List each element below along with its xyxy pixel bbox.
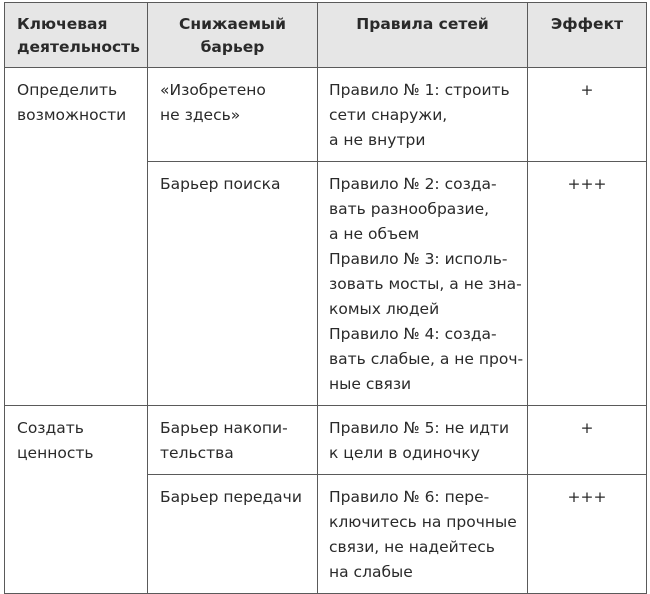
cell-text: вать разнообразие,: [329, 200, 490, 218]
cell-text: сети снаружи,: [329, 106, 448, 124]
effect-cell: [528, 162, 647, 406]
cell-text: +++: [567, 488, 607, 506]
cell-text: ценность: [17, 444, 94, 462]
rules-cell: [318, 68, 528, 162]
cell-text: Правило № 5: не идти: [329, 419, 510, 437]
cell-text: тельства: [160, 444, 234, 462]
cell-text: комых людей: [329, 300, 440, 318]
cell-text: на слабые: [329, 563, 413, 581]
cell-text: а не внутри: [329, 131, 426, 149]
header-text: Эффект: [550, 15, 624, 33]
header-key-activity: [5, 3, 148, 68]
cell-text: Правило № 4: созда-: [329, 325, 497, 343]
header-text: барьер: [200, 38, 265, 56]
cell-text: Барьер передачи: [160, 488, 302, 506]
network-rules-table: [4, 2, 647, 594]
cell-text: Правило № 2: созда-: [329, 175, 497, 193]
effect-cell: [528, 406, 647, 475]
cell-text: Определить: [17, 81, 118, 99]
barrier-cell: [148, 406, 318, 475]
cell-text: «Изобретено: [160, 81, 266, 99]
rules-cell: [318, 406, 528, 475]
header-barrier: [148, 3, 318, 68]
header-effect: [528, 3, 647, 68]
table-row: [5, 406, 647, 475]
cell-text: вать слабые, а не проч-: [329, 350, 524, 368]
cell-text: Создать: [17, 419, 84, 437]
cell-text: Правило № 3: исполь-: [329, 250, 508, 268]
cell-text: +: [580, 419, 594, 437]
header-text: Ключевая: [17, 15, 108, 33]
table-header-row: [5, 3, 647, 68]
cell-text: не здесь»: [160, 106, 241, 124]
barrier-cell: [148, 162, 318, 406]
effect-cell: [528, 475, 647, 594]
cell-text: +++: [567, 175, 607, 193]
barrier-cell: [148, 68, 318, 162]
header-text: деятельность: [17, 38, 140, 56]
cell-text: а не объем: [329, 225, 420, 243]
cell-text: Правило № 6: пере-: [329, 488, 490, 506]
effect-cell: [528, 68, 647, 162]
header-text: Правила сетей: [356, 15, 489, 33]
cell-text: Барьер накопи-: [160, 419, 288, 437]
barrier-cell: [148, 475, 318, 594]
cell-text: Барьер поиска: [160, 175, 281, 193]
cell-text: зовать мосты, а не зна-: [329, 275, 522, 293]
cell-text: к цели в одиночку: [329, 444, 480, 462]
header-network-rules: [318, 3, 528, 68]
activity-cell: [5, 406, 148, 594]
rules-cell: [318, 475, 528, 594]
rules-cell: [318, 162, 528, 406]
cell-text: Правило № 1: строить: [329, 81, 510, 99]
activity-cell: [5, 68, 148, 406]
cell-text: связи, не надейтесь: [329, 538, 495, 556]
cell-text: +: [580, 81, 594, 99]
cell-text: ключитесь на прочные: [329, 513, 517, 531]
table-row: [5, 68, 647, 162]
header-text: Снижаемый: [179, 15, 286, 33]
cell-text: возможности: [17, 106, 127, 124]
cell-text: ные связи: [329, 375, 412, 393]
